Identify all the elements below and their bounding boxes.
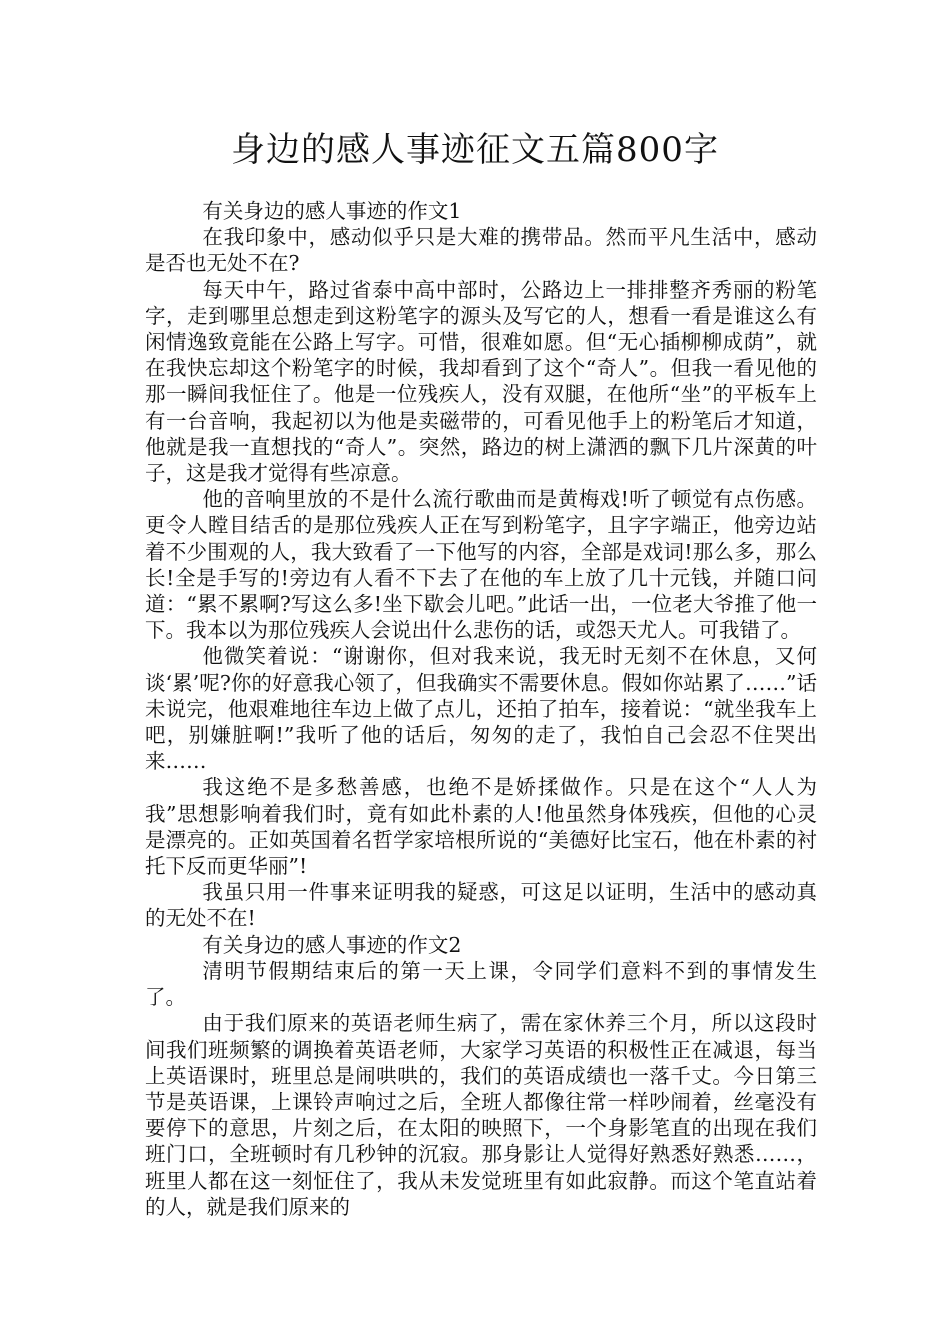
- paragraph: 他的音响里放的不是什么流行歌曲而是黄梅戏!听了顿觉有点伤感。更令人瞠目结舌的是那位残疾人正在写到粉笔字，且字字端正，他旁边站着不少围观的人，我大致看了一下他写的内容，全部是戏词!那么多，那么长!全是手写的!旁边有人看不下去了在他的车上放了几十元钱，并随口问道：“累不累啊?写这么多!坐下歇会儿吧。”此话一出，一位老大爷推了他一下。我本以为那位残疾人会说出什么悲伤的话，或怨天尤人。可我错了。: [145, 487, 817, 643]
- page-title: 身边的感人事迹征文五篇800字: [231, 130, 719, 170]
- paragraph: 我这绝不是多愁善感，也绝不是娇揉做作。只是在这个“人人为我”思想影响着我们时，竟有如此朴素的人!他虽然身体残疾，但他的心灵是漂亮的。正如英国着名哲学家培根所说的“美德好比宝石，他在朴素的衬托下反而更华丽”!: [145, 775, 817, 879]
- paragraph: 每天中午，路过省泰中高中部时，公路边上一排排整齐秀丽的粉笔字，走到哪里总想走到这粉笔字的源头及写它的人，想看一看是谁这么有闲情逸致竟能在公路上写字。可惜，很难如愿。但“无心插柳柳成荫”，就在我快忘却这个粉笔字的时候，我却看到了这个“奇人”。但我一看见他的那一瞬间我怔住了。他是一位残疾人，没有双腿，在他所“坐”的平板车上有一台音响，我起初以为他是卖磁带的，可看见他手上的粉笔后才知道，他就是我一直想找的“奇人”。突然，路边的树上潇洒的飘下几片深黄的叶子，这是我才觉得有些凉意。: [145, 277, 817, 486]
- paragraph: 由于我们原来的英语老师生病了，需在家休养三个月，所以这段时间我们班频繁的调换着英语老师，大家学习英语的积极性正在减退，每当上英语课时，班里总是闹哄哄的，我们的英语成绩也一落千丈。今日第三节是英语课，上课铃声响过之后，全班人都像往常一样吵闹着，丝毫没有要停下的意思，片刻之后，在太阳的映照下，一个身影笔直的出现在我们班门口，全班顿时有几秒钟的沉寂。那身影让人觉得好熟悉好熟悉……，班里人都在这一刻怔住了，我从未发觉班里有如此寂静。而这个笔直站着的人，就是我们原来的: [145, 1011, 817, 1219]
- paragraph: 我虽只用一件事来证明我的疑惑，可这足以证明，生活中的感动真的无处不在!: [145, 880, 817, 931]
- section-heading-2: 有关身边的感人事迹的作文2: [202, 932, 462, 957]
- document-body: [145, 198, 817, 1220]
- paragraph: 在我印象中，感动似乎只是大难的携带品。然而平凡生活中，感动是否也无处不在?: [145, 225, 817, 276]
- section-heading-1: 有关身边的感人事迹的作文1: [202, 199, 462, 223]
- paragraph: 清明节假期结束后的第一天上课，令同学们意料不到的事情发生了。: [145, 958, 817, 1010]
- paragraph: 他微笑着说：“谢谢你，但对我来说，我无时无刻不在休息，又何谈‘累’呢?你的好意我心领了，但我确实不需要休息。假如你站累了……”话未说完，他艰难地往车边上做了点儿，还拍了拍车，接着说：“就坐我车上吧，别嫌脏啊!”我听了他的话后，匆匆的走了，我怕自己会忍不住哭出来……: [145, 644, 817, 774]
